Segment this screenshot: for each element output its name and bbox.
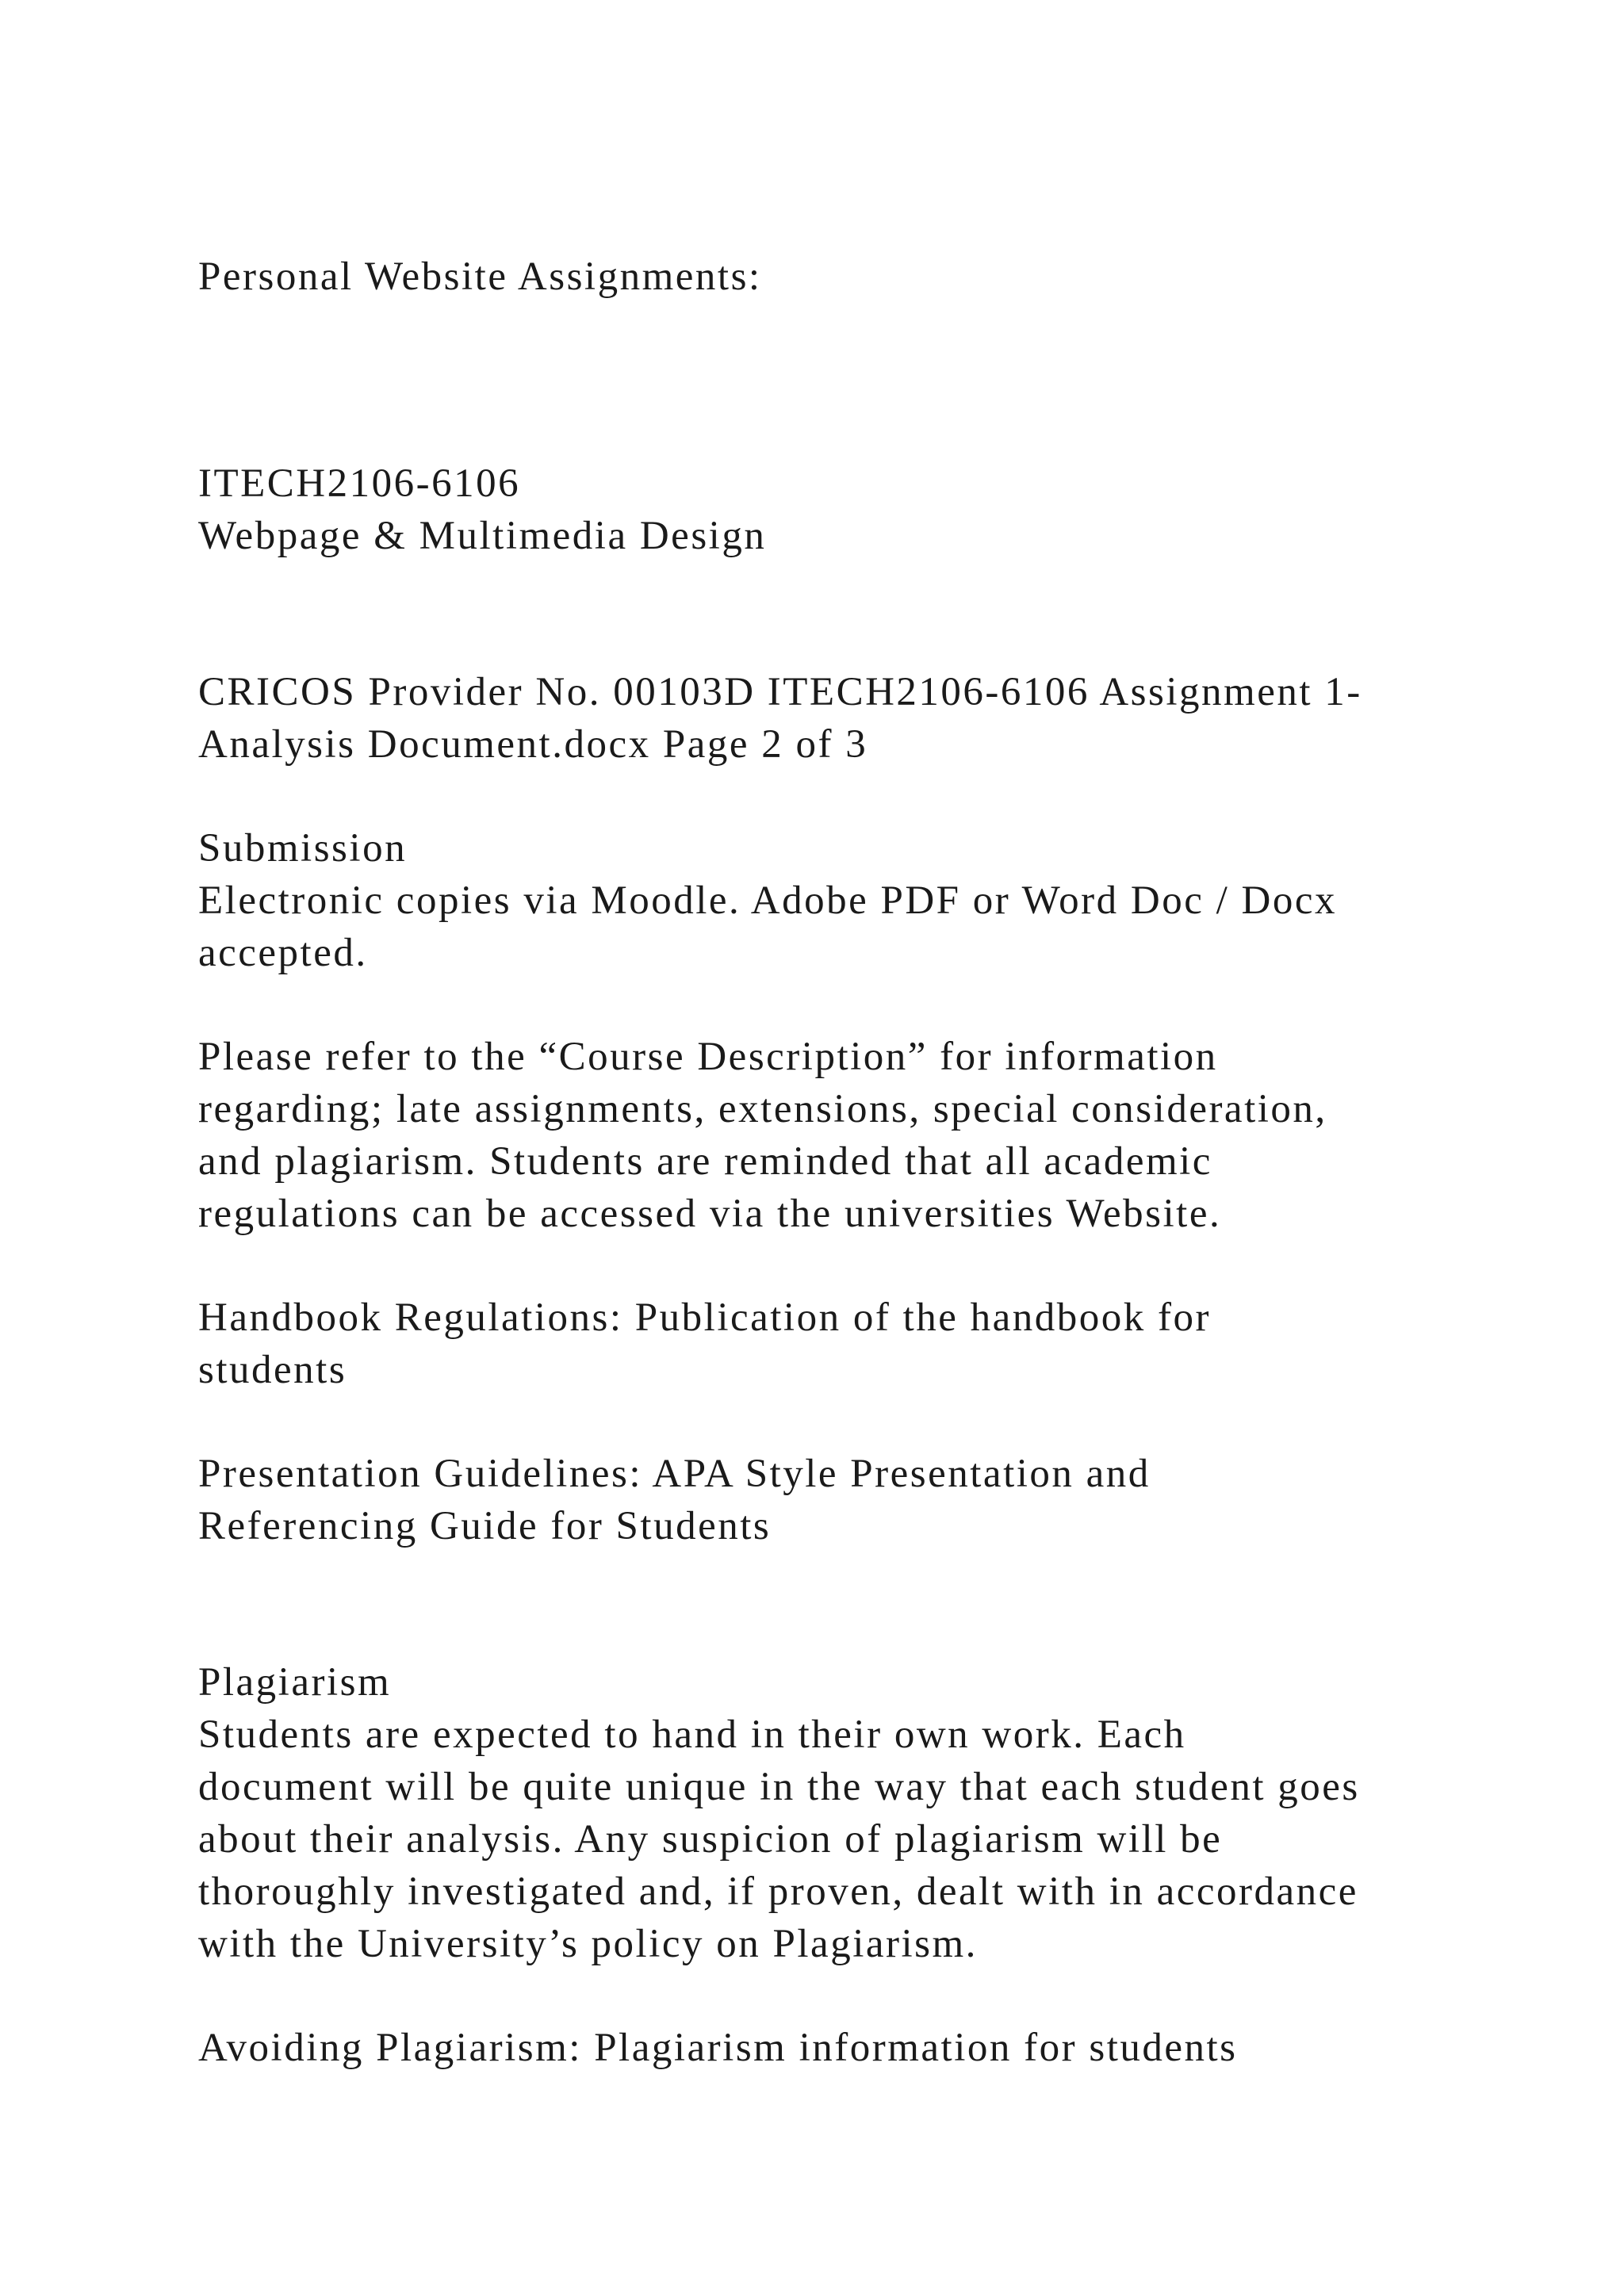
presentation-line-1: Presentation Guidelines: APA Style Presentation and [198,1452,1151,1496]
plagiarism-line-5: with the University’s policy on Plagiarism. [198,1922,978,1966]
footer-line-2: Analysis Document.docx Page 2 of 3 [198,722,868,767]
course-code: ITECH2106-6106 [198,461,521,506]
avoiding-plagiarism: Avoiding Plagiarism: Plagiarism information for students [198,2026,1238,2070]
plagiarism-line-2: document will be quite unique in the way that each student goes [198,1765,1360,1809]
handbook-line-2: students [198,1348,347,1392]
presentation-line-2: Referencing Guide for Students [198,1504,772,1548]
course-description-line-1: Please refer to the “Course Description” for information [198,1035,1218,1079]
document-title: Personal Website Assignments: [198,254,762,299]
course-description-line-3: and plagiarism. Students are reminded that all academic [198,1139,1212,1184]
course-description-line-2: regarding; late assignments, extensions, special consideration, [198,1087,1327,1131]
footer-line-1: CRICOS Provider No. 00103D ITECH2106-6106 Assignment 1- [198,670,1362,714]
plagiarism-line-1: Students are expected to hand in their own work. Each [198,1712,1186,1757]
plagiarism-line-4: thoroughly investigated and, if proven, dealt with in accordance [198,1869,1358,1914]
handbook-line-1: Handbook Regulations: Publication of the handbook for [198,1295,1211,1340]
submission-line-1: Electronic copies via Moodle. Adobe PDF or Word Doc / Docx [198,878,1337,923]
course-description-line-4: regulations can be accessed via the universities Website. [198,1192,1222,1236]
plagiarism-heading: Plagiarism [198,1660,392,1705]
course-name: Webpage & Multimedia Design [198,514,767,558]
submission-heading: Submission [198,826,408,871]
plagiarism-line-3: about their analysis. Any suspicion of plagiarism will be [198,1817,1223,1862]
submission-line-2: accepted. [198,931,368,975]
